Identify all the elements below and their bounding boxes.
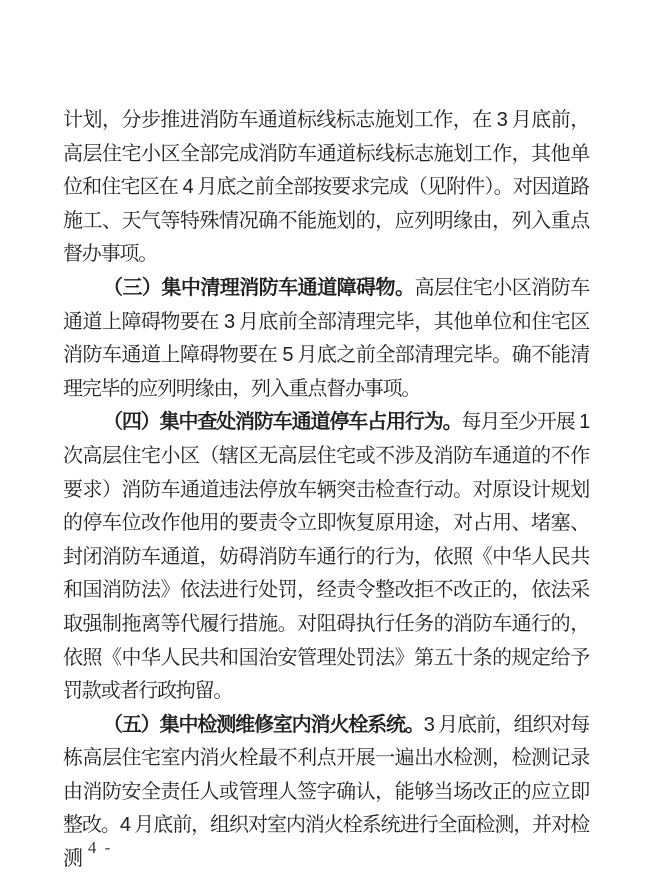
paragraph-lead: （三）集中清理消防车通道障碍物。 <box>103 276 415 299</box>
paragraph <box>63 709 589 877</box>
page-number: - 4 - <box>74 838 113 857</box>
paragraph-text: 高层住宅小区消防车通道上障碍物要在 3 月底前全部清理完毕，其他单位和住宅区消防车通道上障碍物要在 5 月底之前全部清理完毕。确不能清理完毕的应列明缘由，列入重点督办事项。 <box>63 276 589 400</box>
paragraph-text: 计划，分步推进消防车通道标线标志施划工作，在 3 月底前，高层住宅小区全部完成消防车通道标线标志施划工作，其他单位和住宅区在 4 月底之前全部按要求完成（见附件）。对因道路施工、天气等特殊情况确不能施划的，应列明缘由，列入重点督办事项。 <box>63 109 589 266</box>
paragraph-lead: （五）集中检测维修室内消火栓系统。 <box>103 713 424 736</box>
paragraph-text: 3 月底前，组织对每栋高层住宅室内消火栓最不利点开展一遍出水检测，检测记录由消防安全责任人或管理人签字确认，能够当场改正的应立即整改。4 月底前，组织对室内消火栓系统进行全面检测，并对检测 <box>63 713 589 871</box>
paragraph-lead: （四）集中查处消防车通道停车占用行为。 <box>103 411 462 434</box>
document-body <box>63 104 589 877</box>
paragraph <box>63 104 589 272</box>
paragraph <box>63 272 589 406</box>
paragraph-text: 每月至少开展 1 次高层住宅小区（辖区无高层住宅或不涉及消防车通道的不作要求）消防车通道违法停放车辆突击检查行动。对原设计规划的停车位改作他用的要责令立即恢复原用途，对占用、堵塞、封闭消防车通道，妨碍消防车通行的行为，依照《中华人民共和国消防法》依法进行处罚，经责令整改拒不改正的，依法采取强制拖离等代履行措施。对阻碍执行任务的消防车通行的，依照《中华人民共和国治安管理处罚法》第五十条的规定给予罚款或者行政拘留。 <box>63 411 589 703</box>
paragraph <box>63 406 589 708</box>
